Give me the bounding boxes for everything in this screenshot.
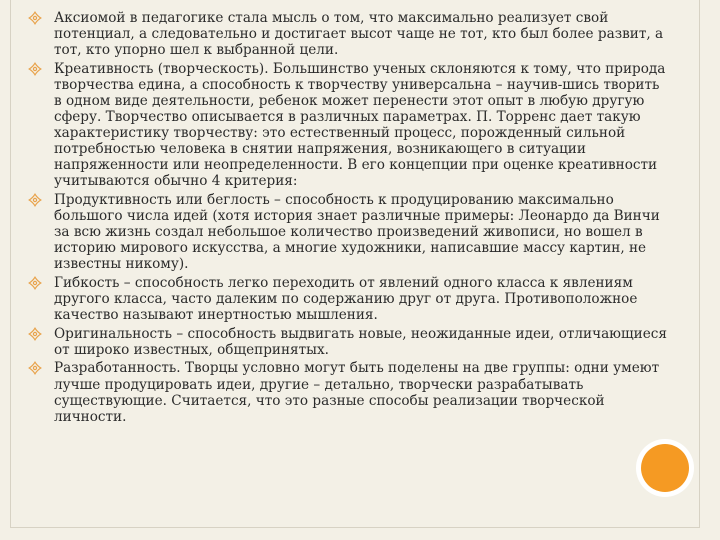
ornament-bullet-icon [28,361,42,375]
ornament-bullet-icon [28,327,42,341]
ornament-bullet-icon [28,62,42,76]
bullet-text: Продуктивность или беглость – способность к продуцированию максимально большого числа идей (хотя история знает различные примеры: Леонардо да Винчи за всю жизнь создал небольшое количество произведений живописи, но вошел в историю мирового искусства, а многие художники, написавшие массу картин, не известны никому). [54,192,660,273]
bullet-item-2 [28,61,668,190]
ornament-bullet-icon [28,11,42,25]
bullet-text: Оригинальность – способность выдвигать новые, неожиданные идеи, отличающиеся от широко известных, общепринятых. [54,325,667,358]
bullet-item-3 [28,192,668,272]
bullet-text: Гибкость – способность легко переходить от явлений одного класса к явлениям другого класса, часто далеким по содержанию друг от друга. Противоположное качество называют инертностью мышления. [54,275,638,324]
bullet-text: Разработанность. Творцы условно могут быть поделены на две группы: одни умеют лучше продуцировать идеи, другие – детально, творчески разрабатывать существующие. Считается, что это разные способы реализации творческой личности. [54,360,660,425]
ornament-bullet-icon [28,193,42,207]
decorative-circle [641,444,689,492]
bullet-item-5 [28,326,668,358]
bullet-item-1 [28,10,668,58]
bullet-text: Аксиомой в педагогике стала мысль о том, что максимально реализует свой потенциал, а следовательно и достигает высот чаще не тот, кто был более развит, а тот, кто упорно шел к выбранной цели. [54,10,664,59]
bullet-item-6 [28,360,668,424]
bullet-item-4 [28,275,668,323]
ornament-bullet-icon [28,276,42,290]
bullet-list [28,10,668,427]
bullet-text: Креативность (творческость). Большинство ученых склоняются к тому, что природа творчества едина, а способность к творчеству универсальна – научив-шись творить в одном виде деятельности, ребенок может перенести этот опыт в любую другую сферу. Творчество описывается в различных параметрах. П. Торренс дает такую характеристику творчеству: это естественный процесс, порожденный сильной потребностью человека в снятии напряжения, возникающего в ситуации напряженности или неопределенности. В его концепции при оценке креативности учитываются обычно 4 критерия: [54,60,666,190]
